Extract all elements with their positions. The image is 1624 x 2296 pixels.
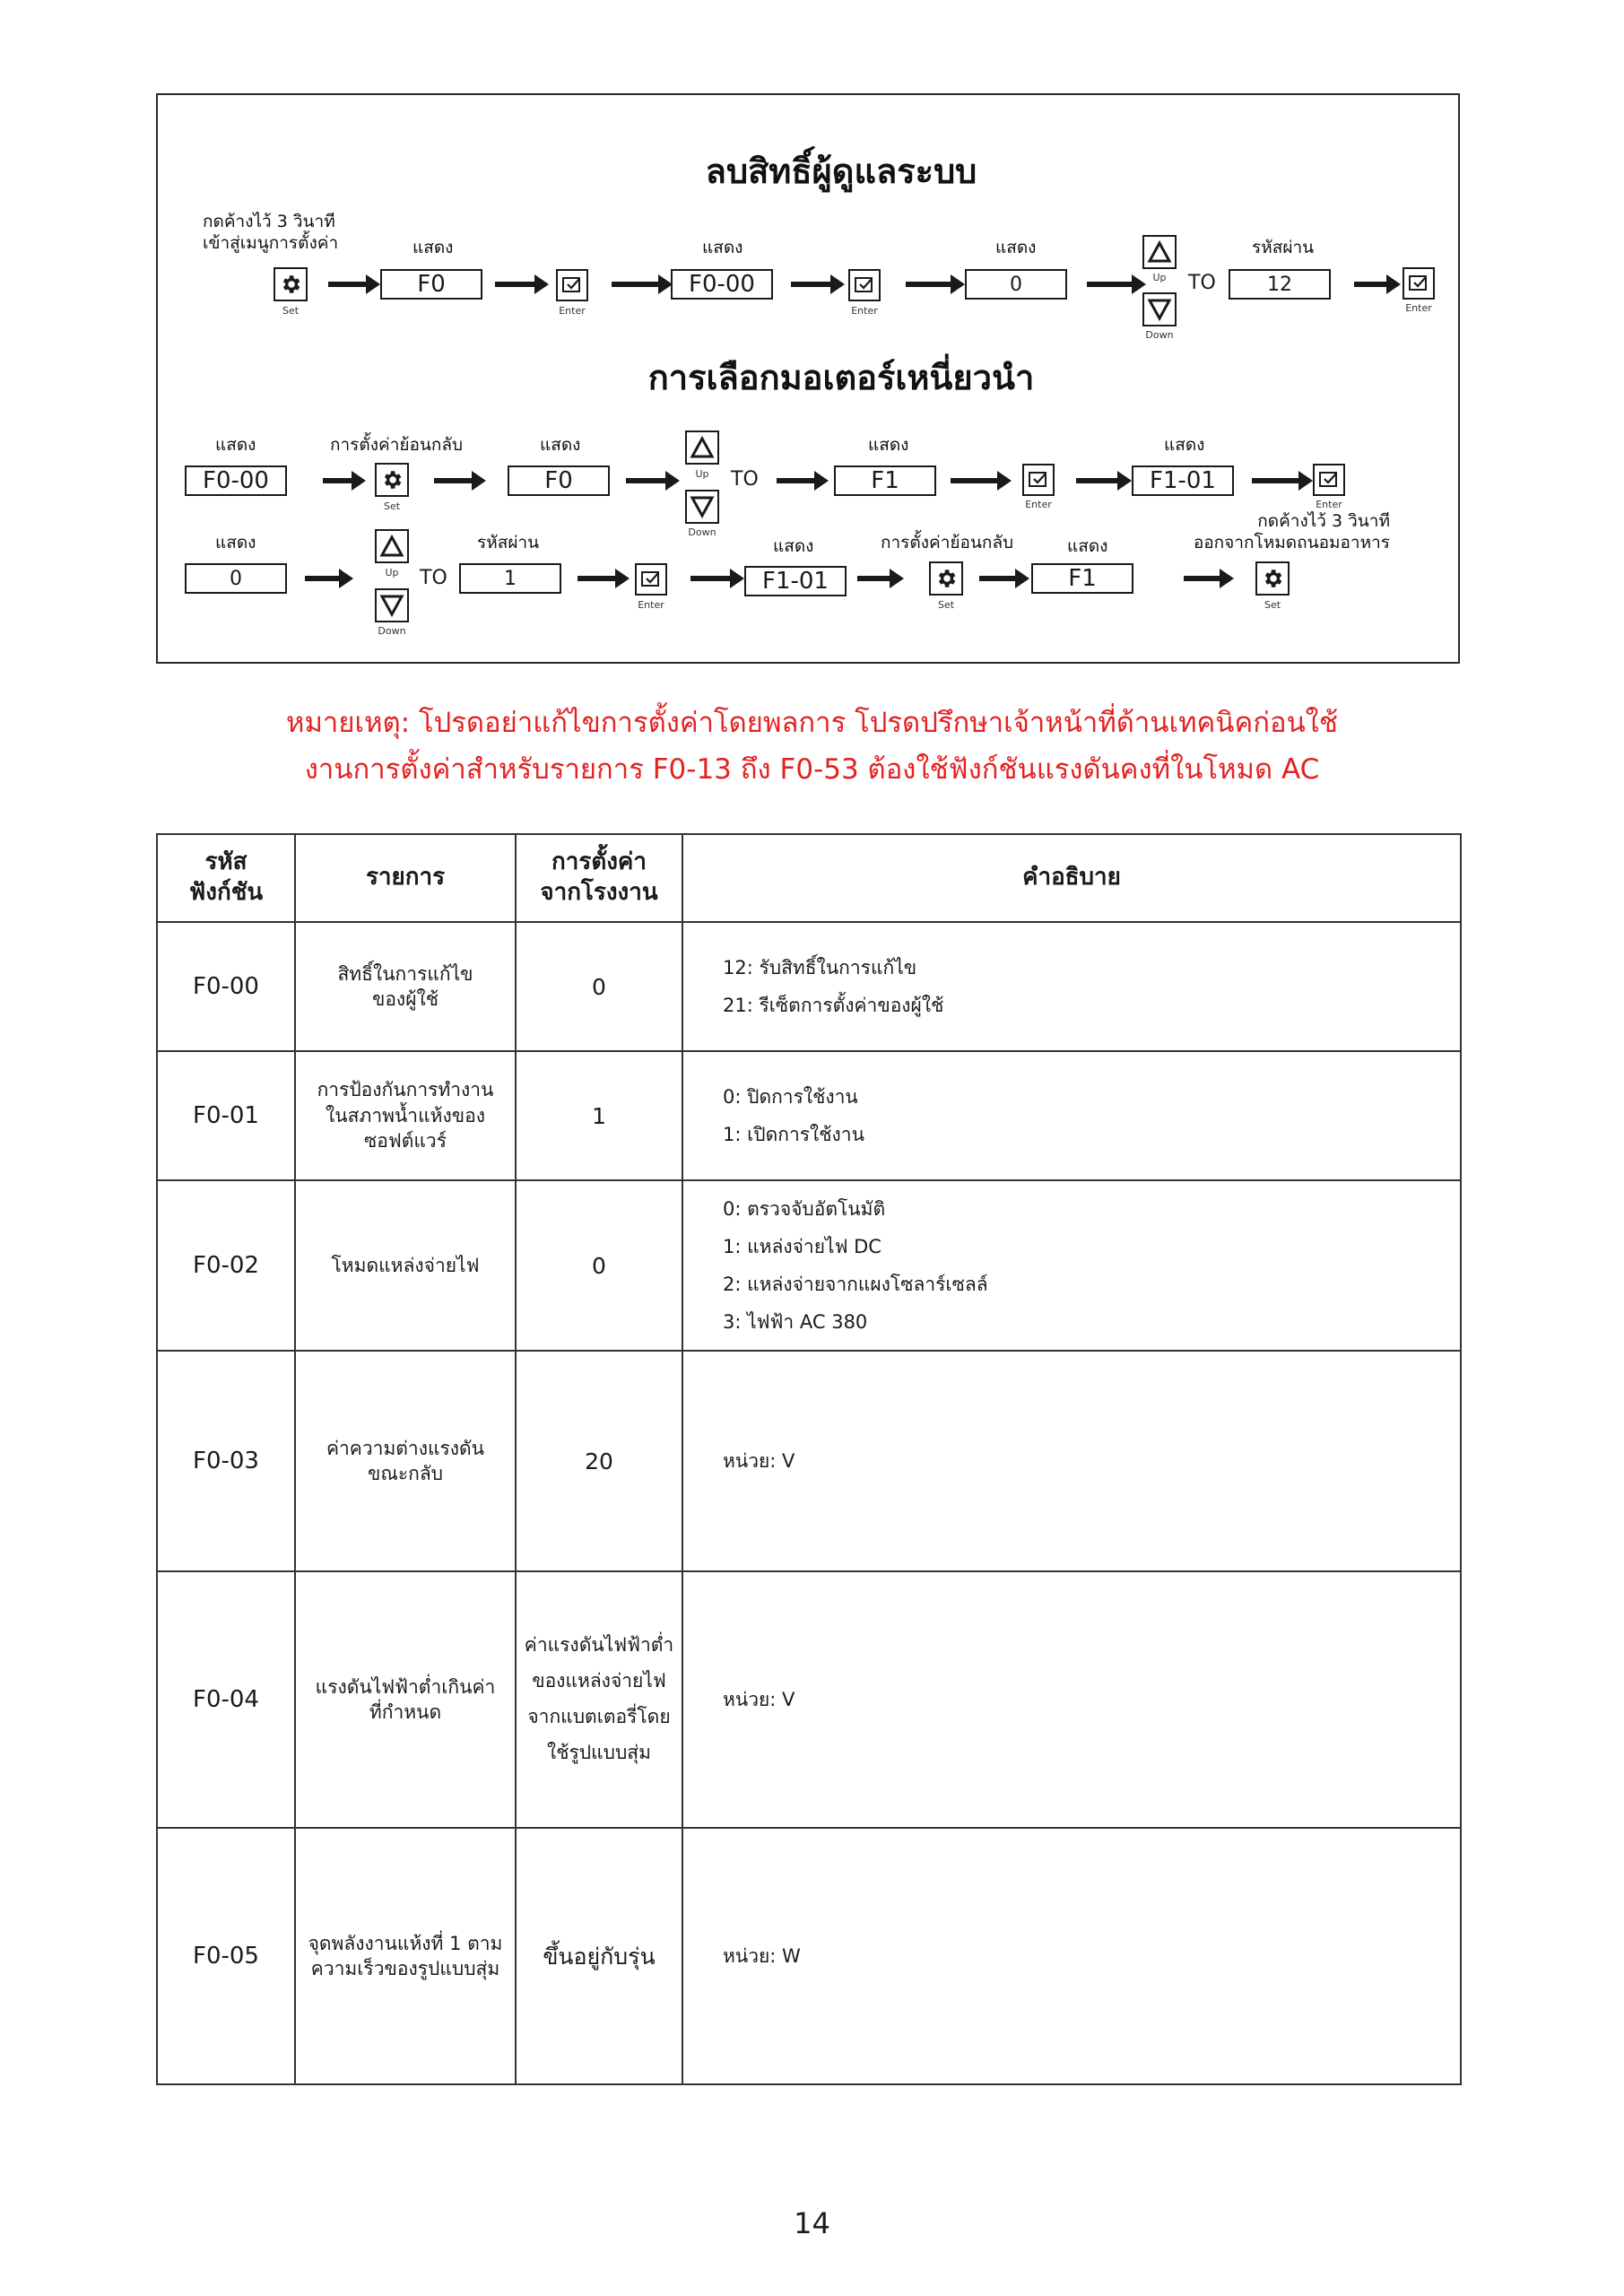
enter-key[interactable] bbox=[848, 269, 881, 301]
down-caption: Down bbox=[378, 625, 406, 637]
show-label: แสดง bbox=[773, 536, 814, 556]
display-box: F0 bbox=[508, 465, 610, 496]
function-code-cell: F0-04 bbox=[157, 1571, 295, 1828]
item-cell: ค่าความต่างแรงดัน ขณะกลับ bbox=[295, 1351, 516, 1571]
description-cell: หน่วย: V bbox=[682, 1351, 1461, 1571]
display-box: F0 bbox=[380, 269, 482, 300]
table-row bbox=[157, 1571, 1461, 1828]
parameter-table bbox=[156, 833, 1462, 2085]
flow-arrow bbox=[1184, 576, 1221, 581]
down-caption: Down bbox=[1145, 329, 1174, 341]
table-row bbox=[157, 1828, 1461, 2084]
section-title-admin: ลบสิทธิ์ผู้ดูแลระบบ bbox=[705, 152, 977, 191]
set-key[interactable] bbox=[375, 463, 409, 497]
enter-key[interactable] bbox=[1313, 464, 1345, 496]
item-cell: สิทธิ์ในการแก้ไข ของผู้ใช้ bbox=[295, 922, 516, 1051]
down-key[interactable] bbox=[685, 490, 719, 524]
table-row bbox=[157, 1180, 1461, 1351]
table-row bbox=[157, 922, 1461, 1051]
hold-3s-exit-label: กดค้างไว้ 3 วินาที ออกจากโหมดถนอมอาหาร bbox=[1193, 511, 1390, 552]
flow-arrow bbox=[777, 478, 816, 483]
enter-icon bbox=[1318, 470, 1340, 490]
function-code-cell: F0-02 bbox=[157, 1180, 295, 1351]
up-triangle-icon bbox=[690, 436, 715, 459]
gear-icon bbox=[1261, 567, 1284, 590]
up-triangle-icon bbox=[379, 535, 404, 558]
enter-icon bbox=[561, 275, 583, 295]
enter-caption: Enter bbox=[1316, 499, 1342, 510]
display-box: F1 bbox=[834, 465, 936, 496]
flow-arrow bbox=[305, 576, 341, 581]
show-label: แสดง bbox=[995, 238, 1037, 257]
set-key[interactable] bbox=[1255, 561, 1290, 596]
flow-arrow bbox=[578, 576, 617, 581]
to-label: TO bbox=[731, 468, 759, 491]
show-label: แสดง bbox=[215, 533, 256, 552]
display-box: F0-00 bbox=[671, 269, 773, 300]
show-label: แสดง bbox=[413, 238, 454, 257]
section-title-motor: การเลือกมอเตอร์เหนี่ยวนำ bbox=[647, 358, 1035, 397]
gear-icon bbox=[934, 567, 958, 590]
flow-arrow bbox=[1076, 478, 1119, 483]
description-cell: 12: รับสิทธิ์ในการแก้ไข 21: รีเซ็ตการตั้งค่าของผู้ใช้ bbox=[682, 922, 1461, 1051]
flow-arrow bbox=[1087, 282, 1133, 287]
set-caption: Set bbox=[937, 599, 955, 611]
setting-back-label: การตั้งค่าย้อนกลับ bbox=[881, 533, 1014, 552]
up-triangle-icon bbox=[1147, 240, 1172, 264]
description-cell: หน่วย: W bbox=[682, 1828, 1461, 2084]
down-triangle-icon bbox=[379, 594, 404, 617]
flow-arrow bbox=[1354, 282, 1388, 287]
flow-arrow bbox=[791, 282, 832, 287]
flow-arrow bbox=[951, 478, 999, 483]
enter-key[interactable] bbox=[1022, 464, 1055, 496]
flow-arrow bbox=[612, 282, 660, 287]
factory-default-cell: 1 bbox=[516, 1051, 682, 1180]
flow-arrow bbox=[626, 478, 667, 483]
item-cell: โหมดแหล่งจ่ายไฟ bbox=[295, 1180, 516, 1351]
enter-icon bbox=[1028, 470, 1049, 490]
enter-caption: Enter bbox=[851, 305, 878, 317]
header-code: รหัส ฟังก์ชัน bbox=[157, 834, 295, 922]
show-label: แสดง bbox=[1164, 435, 1205, 455]
enter-icon bbox=[640, 570, 662, 589]
enter-key[interactable] bbox=[1403, 267, 1435, 300]
down-triangle-icon bbox=[690, 495, 715, 518]
factory-default-cell: ขึ้นอยู่กับรุ่น bbox=[516, 1828, 682, 2084]
show-label: แสดง bbox=[215, 435, 256, 455]
enter-icon bbox=[854, 275, 875, 295]
display-box: 0 bbox=[185, 563, 287, 594]
set-caption: Set bbox=[383, 500, 401, 512]
display-box: F1 bbox=[1031, 563, 1133, 594]
note-line: หมายเหตุ: โปรดอย่าแก้ไขการตั้งค่าโดยพลการ โปรดปรึกษาเจ้าหน้าที่ด้านเทคนิคก่อนใช้ bbox=[286, 707, 1338, 739]
enter-caption: Enter bbox=[1405, 302, 1432, 314]
gear-icon bbox=[380, 468, 404, 491]
page-number: 14 bbox=[794, 2206, 830, 2240]
enter-key[interactable] bbox=[635, 563, 667, 596]
down-key[interactable] bbox=[375, 588, 409, 622]
table-header-row bbox=[157, 834, 1461, 922]
table-row bbox=[157, 1051, 1461, 1180]
up-key[interactable] bbox=[375, 529, 409, 563]
to-label: TO bbox=[420, 567, 447, 589]
description-cell: 0: ปิดการใช้งาน 1: เปิดการใช้งาน bbox=[682, 1051, 1461, 1180]
set-key[interactable] bbox=[274, 267, 308, 301]
factory-default-cell: 20 bbox=[516, 1351, 682, 1571]
show-label: แสดง bbox=[702, 238, 743, 257]
factory-default-cell: 0 bbox=[516, 922, 682, 1051]
display-box: F0-00 bbox=[185, 465, 287, 496]
header-item: รายการ bbox=[295, 834, 516, 922]
function-code-cell: F0-01 bbox=[157, 1051, 295, 1180]
enter-caption: Enter bbox=[1025, 499, 1052, 510]
flow-arrow bbox=[434, 478, 473, 483]
function-code-cell: F0-00 bbox=[157, 922, 295, 1051]
gear-icon bbox=[279, 273, 302, 296]
note-line: งานการตั้งค่าสำหรับรายการ F0-13 ถึง F0-53 ต้องใช้ฟังก์ชันแรงดันคงที่ในโหมด AC bbox=[304, 753, 1320, 786]
enter-key[interactable] bbox=[556, 269, 588, 301]
flow-arrow bbox=[495, 282, 536, 287]
display-box: 12 bbox=[1229, 269, 1331, 300]
flow-arrow bbox=[857, 576, 891, 581]
factory-default-cell: 0 bbox=[516, 1180, 682, 1351]
up-key[interactable] bbox=[1142, 235, 1177, 269]
password-label: รหัสผ่าน bbox=[1252, 238, 1315, 257]
item-cell: จุดพลังงานแห้งที่ 1 ตาม ความเร็วของรูปแบบสุ่ม bbox=[295, 1828, 516, 2084]
down-triangle-icon bbox=[1147, 298, 1172, 321]
up-key[interactable] bbox=[685, 430, 719, 465]
display-box: 0 bbox=[965, 269, 1067, 300]
item-cell: การป้องกันการทำงาน ในสภาพน้ำแห้งของ ซอฟต์แวร์ bbox=[295, 1051, 516, 1180]
up-caption: Up bbox=[1152, 272, 1167, 283]
flow-arrow bbox=[328, 282, 368, 287]
function-code-cell: F0-05 bbox=[157, 1828, 295, 2084]
setting-back-label: การตั้งค่าย้อนกลับ bbox=[330, 435, 464, 455]
display-box: F1-01 bbox=[1132, 465, 1234, 496]
hold-3s-label: กดค้างไว้ 3 วินาที เข้าสู่เมนูการตั้งค่า bbox=[203, 212, 339, 253]
down-key[interactable] bbox=[1142, 292, 1177, 326]
show-label: แสดง bbox=[868, 435, 909, 455]
password-label: รหัสผ่าน bbox=[477, 533, 540, 552]
header-default: การตั้งค่า จากโรงงาน bbox=[516, 834, 682, 922]
flow-arrow bbox=[906, 282, 952, 287]
enter-icon bbox=[1408, 274, 1429, 293]
enter-caption: Enter bbox=[559, 305, 586, 317]
enter-caption: Enter bbox=[638, 599, 664, 611]
description-cell: 0: ตรวจจับอัตโนมัติ 1: แหล่งจ่ายไฟ DC 2: แหล่งจ่ายจากแผงโซลาร์เซลล์ 3: ไฟฟ้า AC 380 bbox=[682, 1180, 1461, 1351]
item-cell: แรงดันไฟฟ้าต่ำเกินค่า ที่กำหนด bbox=[295, 1571, 516, 1828]
flow-arrow bbox=[979, 576, 1017, 581]
show-label: แสดง bbox=[1067, 536, 1108, 556]
set-key[interactable] bbox=[929, 561, 963, 596]
to-label: TO bbox=[1188, 272, 1216, 294]
down-caption: Down bbox=[688, 526, 716, 538]
function-code-cell: F0-03 bbox=[157, 1351, 295, 1571]
display-box: 1 bbox=[459, 563, 561, 594]
display-box: F1-01 bbox=[744, 566, 847, 596]
flow-arrow bbox=[690, 576, 732, 581]
up-caption: Up bbox=[695, 468, 709, 480]
table-row bbox=[157, 1351, 1461, 1571]
description-cell: หน่วย: V bbox=[682, 1571, 1461, 1828]
warning-note bbox=[0, 700, 1624, 793]
set-caption: Set bbox=[1264, 599, 1281, 611]
up-caption: Up bbox=[385, 567, 399, 578]
flow-arrow bbox=[1252, 478, 1300, 483]
factory-default-cell: ค่าแรงดันไฟฟ้าต่ำ ของแหล่งจ่ายไฟ จากแบตเตอรี่โดย ใช้รูปแบบสุ่ม bbox=[516, 1571, 682, 1828]
show-label: แสดง bbox=[540, 435, 581, 455]
set-caption: Set bbox=[282, 305, 300, 317]
flow-arrow bbox=[323, 478, 353, 483]
header-description: คำอธิบาย bbox=[682, 834, 1461, 922]
